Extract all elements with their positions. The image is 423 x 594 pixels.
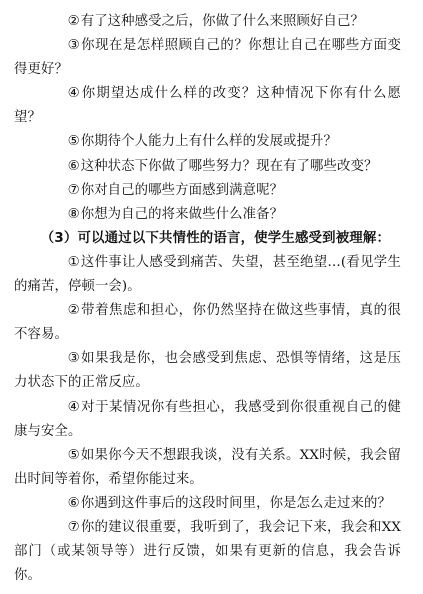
item-text: 你的建议很重要，我听到了，我会记下来，我会和XX部门（或某领导等）进行反馈，如果有更新的信息，我会告诉你。 [14,519,401,584]
list-item [14,347,401,395]
heading-text: （3）可以通过以下共情性的语言，使学生感受到被理解： [40,230,391,246]
list-item [14,179,401,203]
item-number: ⑥ [67,495,80,511]
item-text: 如果你今天不想跟我谈，没有关系。XX时候，我会留出时间等着你，希望你能过来。 [14,447,401,487]
list-item [14,444,401,492]
item-number: ① [67,254,80,270]
item-text: 对于某情况你有些担心，我感受到你很重视自己的健康与安全。 [14,399,401,439]
item-number: ② [67,14,80,29]
list-item [14,155,401,179]
list-item [14,299,401,347]
item-text: 你期望达成什么样的改变？这种情况下你有什么愿望？ [14,86,401,126]
section-heading [14,227,401,251]
list-item [14,10,401,34]
item-number: ⑦ [67,182,80,198]
item-number: ⑧ [67,206,80,222]
list-item [14,130,401,154]
item-text: 你对自己的哪些方面感到满意呢？ [80,182,284,198]
item-number: ④ [67,86,80,102]
item-number: ⑦ [67,519,80,535]
item-text: 有了这种感受之后，你做了什么来照顾好自己？ [80,14,365,29]
item-text: 你想为自己的将来做些什么准备？ [80,206,284,222]
item-text: 这种状态下你做了哪些努力？现在有了哪些改变？ [80,158,378,174]
item-number: ③ [67,38,80,54]
item-number: ⑤ [67,134,80,150]
item-text: 如果我是你，也会感受到焦虑、恐惧等情绪，这是压力状态下的正常反应。 [14,351,401,391]
list-item [14,203,401,227]
item-number: ⑤ [67,447,80,463]
item-number: ⑥ [67,158,80,174]
item-text: 你遇到这件事后的这段时间里，你是怎么走过来的？ [80,495,391,511]
item-text: 带着焦虑和担心，你仍然坚持在做这些事情，真的很不容易。 [14,303,401,343]
list-item [14,34,401,82]
item-number: ④ [67,399,80,415]
item-number: ③ [67,351,80,367]
item-text: 你现在是怎样照顾自己的？你想让自己在哪些方面变得更好？ [14,38,401,78]
list-item [14,516,401,588]
list-item [14,492,401,516]
item-text: 这件事让人感受到痛苦、失望，甚至绝望…(看见学生的痛苦，停顿一会)。 [14,254,401,295]
item-number: ② [67,303,80,319]
list-item [14,251,401,299]
item-text: 你期待个人能力上有什么样的发展或提升？ [80,134,338,150]
list-item [14,82,401,130]
list-item [14,396,401,444]
